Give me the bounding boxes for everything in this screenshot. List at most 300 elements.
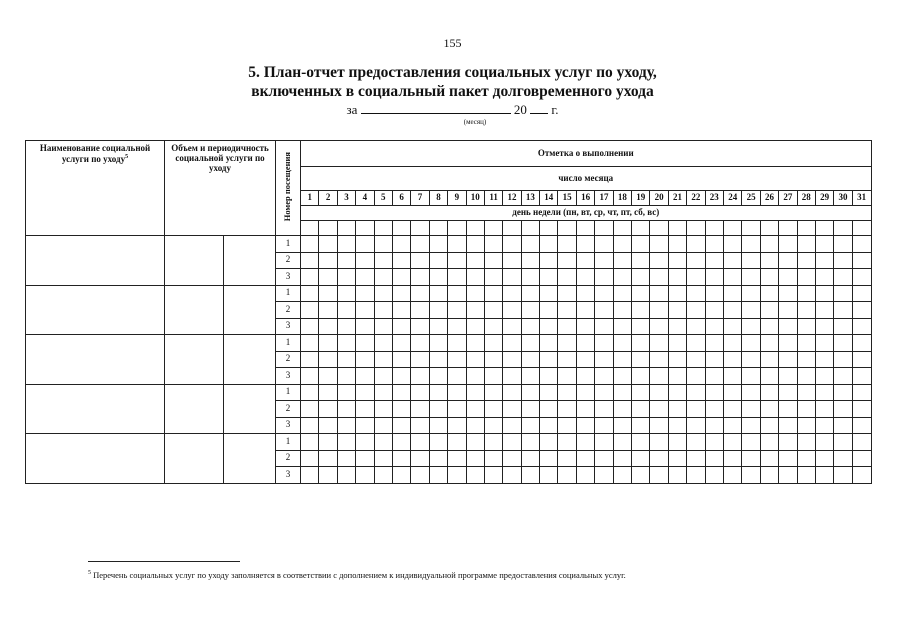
mark-cell[interactable] <box>576 467 594 484</box>
mark-cell[interactable] <box>852 384 871 401</box>
mark-cell[interactable] <box>392 318 410 335</box>
mark-cell[interactable] <box>797 252 815 269</box>
service-name-cell[interactable] <box>26 434 165 484</box>
mark-cell[interactable] <box>521 335 539 352</box>
mark-cell[interactable] <box>356 384 374 401</box>
mark-cell[interactable] <box>595 467 613 484</box>
mark-cell[interactable] <box>705 450 723 467</box>
mark-cell[interactable] <box>374 351 392 368</box>
weekday-cell[interactable] <box>392 221 410 236</box>
mark-cell[interactable] <box>852 368 871 385</box>
mark-cell[interactable] <box>301 351 319 368</box>
mark-cell[interactable] <box>319 335 337 352</box>
mark-cell[interactable] <box>392 335 410 352</box>
mark-cell[interactable] <box>742 285 760 302</box>
mark-cell[interactable] <box>724 269 742 286</box>
mark-cell[interactable] <box>521 467 539 484</box>
mark-cell[interactable] <box>668 269 686 286</box>
mark-cell[interactable] <box>319 302 337 319</box>
mark-cell[interactable] <box>742 252 760 269</box>
mark-cell[interactable] <box>742 269 760 286</box>
weekday-cell[interactable] <box>797 221 815 236</box>
mark-cell[interactable] <box>815 269 833 286</box>
mark-cell[interactable] <box>392 417 410 434</box>
mark-cell[interactable] <box>760 467 778 484</box>
mark-cell[interactable] <box>411 434 429 451</box>
mark-cell[interactable] <box>797 269 815 286</box>
mark-cell[interactable] <box>392 269 410 286</box>
mark-cell[interactable] <box>411 368 429 385</box>
mark-cell[interactable] <box>429 351 447 368</box>
mark-cell[interactable] <box>319 269 337 286</box>
mark-cell[interactable] <box>484 302 502 319</box>
mark-cell[interactable] <box>705 236 723 253</box>
service-name-cell[interactable] <box>26 236 165 286</box>
mark-cell[interactable] <box>558 417 576 434</box>
weekday-cell[interactable] <box>742 221 760 236</box>
service-name-cell[interactable] <box>26 335 165 385</box>
mark-cell[interactable] <box>392 252 410 269</box>
mark-cell[interactable] <box>705 401 723 418</box>
volume-cell[interactable] <box>165 285 224 335</box>
mark-cell[interactable] <box>797 236 815 253</box>
mark-cell[interactable] <box>521 450 539 467</box>
mark-cell[interactable] <box>337 450 355 467</box>
mark-cell[interactable] <box>613 335 631 352</box>
mark-cell[interactable] <box>742 335 760 352</box>
mark-cell[interactable] <box>429 318 447 335</box>
mark-cell[interactable] <box>632 252 650 269</box>
mark-cell[interactable] <box>760 285 778 302</box>
mark-cell[interactable] <box>448 467 466 484</box>
mark-cell[interactable] <box>503 450 521 467</box>
weekday-cell[interactable] <box>521 221 539 236</box>
mark-cell[interactable] <box>650 252 668 269</box>
mark-cell[interactable] <box>834 384 852 401</box>
mark-cell[interactable] <box>668 285 686 302</box>
mark-cell[interactable] <box>724 351 742 368</box>
service-name-cell[interactable] <box>26 285 165 335</box>
mark-cell[interactable] <box>540 434 558 451</box>
mark-cell[interactable] <box>760 417 778 434</box>
mark-cell[interactable] <box>760 318 778 335</box>
mark-cell[interactable] <box>337 351 355 368</box>
mark-cell[interactable] <box>429 236 447 253</box>
weekday-cell[interactable] <box>319 221 337 236</box>
mark-cell[interactable] <box>632 368 650 385</box>
mark-cell[interactable] <box>356 236 374 253</box>
mark-cell[interactable] <box>411 450 429 467</box>
mark-cell[interactable] <box>815 417 833 434</box>
mark-cell[interactable] <box>632 302 650 319</box>
mark-cell[interactable] <box>650 434 668 451</box>
mark-cell[interactable] <box>521 417 539 434</box>
mark-cell[interactable] <box>429 335 447 352</box>
mark-cell[interactable] <box>613 351 631 368</box>
mark-cell[interactable] <box>815 467 833 484</box>
mark-cell[interactable] <box>595 351 613 368</box>
mark-cell[interactable] <box>613 384 631 401</box>
mark-cell[interactable] <box>374 302 392 319</box>
mark-cell[interactable] <box>374 269 392 286</box>
mark-cell[interactable] <box>595 450 613 467</box>
mark-cell[interactable] <box>632 285 650 302</box>
mark-cell[interactable] <box>705 252 723 269</box>
mark-cell[interactable] <box>852 302 871 319</box>
mark-cell[interactable] <box>374 434 392 451</box>
mark-cell[interactable] <box>576 401 594 418</box>
mark-cell[interactable] <box>411 302 429 319</box>
mark-cell[interactable] <box>687 351 705 368</box>
mark-cell[interactable] <box>815 384 833 401</box>
mark-cell[interactable] <box>705 269 723 286</box>
periodicity-cell[interactable] <box>224 236 276 286</box>
mark-cell[interactable] <box>521 285 539 302</box>
weekday-cell[interactable] <box>466 221 484 236</box>
mark-cell[interactable] <box>724 467 742 484</box>
mark-cell[interactable] <box>595 384 613 401</box>
mark-cell[interactable] <box>558 269 576 286</box>
mark-cell[interactable] <box>724 401 742 418</box>
mark-cell[interactable] <box>779 335 797 352</box>
mark-cell[interactable] <box>834 351 852 368</box>
mark-cell[interactable] <box>337 434 355 451</box>
periodicity-cell[interactable] <box>224 434 276 484</box>
mark-cell[interactable] <box>852 351 871 368</box>
mark-cell[interactable] <box>558 252 576 269</box>
mark-cell[interactable] <box>852 252 871 269</box>
mark-cell[interactable] <box>760 351 778 368</box>
mark-cell[interactable] <box>429 269 447 286</box>
mark-cell[interactable] <box>356 467 374 484</box>
mark-cell[interactable] <box>392 236 410 253</box>
mark-cell[interactable] <box>319 285 337 302</box>
weekday-cell[interactable] <box>356 221 374 236</box>
mark-cell[interactable] <box>650 467 668 484</box>
mark-cell[interactable] <box>576 318 594 335</box>
mark-cell[interactable] <box>668 302 686 319</box>
weekday-cell[interactable] <box>576 221 594 236</box>
mark-cell[interactable] <box>834 318 852 335</box>
mark-cell[interactable] <box>392 467 410 484</box>
mark-cell[interactable] <box>503 368 521 385</box>
mark-cell[interactable] <box>632 467 650 484</box>
mark-cell[interactable] <box>576 285 594 302</box>
service-name-cell[interactable] <box>26 384 165 434</box>
mark-cell[interactable] <box>503 302 521 319</box>
mark-cell[interactable] <box>374 368 392 385</box>
mark-cell[interactable] <box>650 236 668 253</box>
mark-cell[interactable] <box>301 384 319 401</box>
mark-cell[interactable] <box>687 417 705 434</box>
mark-cell[interactable] <box>521 401 539 418</box>
mark-cell[interactable] <box>411 467 429 484</box>
mark-cell[interactable] <box>540 236 558 253</box>
mark-cell[interactable] <box>687 467 705 484</box>
mark-cell[interactable] <box>356 318 374 335</box>
mark-cell[interactable] <box>834 302 852 319</box>
mark-cell[interactable] <box>448 269 466 286</box>
mark-cell[interactable] <box>613 417 631 434</box>
mark-cell[interactable] <box>466 368 484 385</box>
mark-cell[interactable] <box>613 252 631 269</box>
mark-cell[interactable] <box>521 269 539 286</box>
mark-cell[interactable] <box>852 401 871 418</box>
mark-cell[interactable] <box>484 368 502 385</box>
mark-cell[interactable] <box>356 252 374 269</box>
mark-cell[interactable] <box>632 351 650 368</box>
mark-cell[interactable] <box>724 285 742 302</box>
mark-cell[interactable] <box>466 335 484 352</box>
mark-cell[interactable] <box>797 335 815 352</box>
mark-cell[interactable] <box>595 401 613 418</box>
mark-cell[interactable] <box>687 269 705 286</box>
mark-cell[interactable] <box>834 269 852 286</box>
mark-cell[interactable] <box>540 252 558 269</box>
mark-cell[interactable] <box>301 368 319 385</box>
mark-cell[interactable] <box>466 351 484 368</box>
mark-cell[interactable] <box>668 351 686 368</box>
weekday-cell[interactable] <box>503 221 521 236</box>
mark-cell[interactable] <box>448 417 466 434</box>
mark-cell[interactable] <box>374 467 392 484</box>
mark-cell[interactable] <box>668 335 686 352</box>
weekday-cell[interactable] <box>540 221 558 236</box>
mark-cell[interactable] <box>540 467 558 484</box>
mark-cell[interactable] <box>466 417 484 434</box>
mark-cell[interactable] <box>521 236 539 253</box>
mark-cell[interactable] <box>429 401 447 418</box>
mark-cell[interactable] <box>301 335 319 352</box>
mark-cell[interactable] <box>632 236 650 253</box>
mark-cell[interactable] <box>319 467 337 484</box>
mark-cell[interactable] <box>687 302 705 319</box>
mark-cell[interactable] <box>503 252 521 269</box>
mark-cell[interactable] <box>484 236 502 253</box>
mark-cell[interactable] <box>852 450 871 467</box>
mark-cell[interactable] <box>466 252 484 269</box>
mark-cell[interactable] <box>650 368 668 385</box>
mark-cell[interactable] <box>595 236 613 253</box>
mark-cell[interactable] <box>503 467 521 484</box>
mark-cell[interactable] <box>668 252 686 269</box>
mark-cell[interactable] <box>779 302 797 319</box>
mark-cell[interactable] <box>815 368 833 385</box>
mark-cell[interactable] <box>797 351 815 368</box>
mark-cell[interactable] <box>411 401 429 418</box>
mark-cell[interactable] <box>374 417 392 434</box>
mark-cell[interactable] <box>705 335 723 352</box>
mark-cell[interactable] <box>484 285 502 302</box>
mark-cell[interactable] <box>705 384 723 401</box>
mark-cell[interactable] <box>650 269 668 286</box>
weekday-cell[interactable] <box>595 221 613 236</box>
mark-cell[interactable] <box>576 252 594 269</box>
mark-cell[interactable] <box>503 236 521 253</box>
mark-cell[interactable] <box>687 450 705 467</box>
mark-cell[interactable] <box>392 434 410 451</box>
mark-cell[interactable] <box>797 368 815 385</box>
volume-cell[interactable] <box>165 384 224 434</box>
mark-cell[interactable] <box>632 450 650 467</box>
mark-cell[interactable] <box>668 318 686 335</box>
mark-cell[interactable] <box>319 318 337 335</box>
mark-cell[interactable] <box>668 384 686 401</box>
mark-cell[interactable] <box>760 252 778 269</box>
mark-cell[interactable] <box>576 434 594 451</box>
mark-cell[interactable] <box>687 335 705 352</box>
mark-cell[interactable] <box>466 318 484 335</box>
mark-cell[interactable] <box>484 467 502 484</box>
mark-cell[interactable] <box>650 302 668 319</box>
mark-cell[interactable] <box>484 318 502 335</box>
periodicity-cell[interactable] <box>224 384 276 434</box>
mark-cell[interactable] <box>392 302 410 319</box>
mark-cell[interactable] <box>576 269 594 286</box>
mark-cell[interactable] <box>760 302 778 319</box>
mark-cell[interactable] <box>595 417 613 434</box>
mark-cell[interactable] <box>779 368 797 385</box>
mark-cell[interactable] <box>687 252 705 269</box>
mark-cell[interactable] <box>319 450 337 467</box>
mark-cell[interactable] <box>834 285 852 302</box>
mark-cell[interactable] <box>411 417 429 434</box>
mark-cell[interactable] <box>797 302 815 319</box>
mark-cell[interactable] <box>797 384 815 401</box>
mark-cell[interactable] <box>650 335 668 352</box>
mark-cell[interactable] <box>540 285 558 302</box>
mark-cell[interactable] <box>815 252 833 269</box>
mark-cell[interactable] <box>337 252 355 269</box>
mark-cell[interactable] <box>576 450 594 467</box>
mark-cell[interactable] <box>356 285 374 302</box>
weekday-cell[interactable] <box>301 221 319 236</box>
mark-cell[interactable] <box>705 417 723 434</box>
mark-cell[interactable] <box>540 269 558 286</box>
mark-cell[interactable] <box>301 236 319 253</box>
mark-cell[interactable] <box>613 434 631 451</box>
mark-cell[interactable] <box>503 318 521 335</box>
mark-cell[interactable] <box>301 450 319 467</box>
mark-cell[interactable] <box>815 351 833 368</box>
mark-cell[interactable] <box>429 417 447 434</box>
mark-cell[interactable] <box>558 450 576 467</box>
mark-cell[interactable] <box>374 384 392 401</box>
mark-cell[interactable] <box>797 401 815 418</box>
mark-cell[interactable] <box>650 450 668 467</box>
mark-cell[interactable] <box>797 467 815 484</box>
mark-cell[interactable] <box>466 467 484 484</box>
mark-cell[interactable] <box>742 401 760 418</box>
mark-cell[interactable] <box>466 450 484 467</box>
mark-cell[interactable] <box>724 318 742 335</box>
mark-cell[interactable] <box>815 434 833 451</box>
mark-cell[interactable] <box>668 434 686 451</box>
mark-cell[interactable] <box>448 434 466 451</box>
mark-cell[interactable] <box>742 434 760 451</box>
mark-cell[interactable] <box>595 318 613 335</box>
weekday-cell[interactable] <box>632 221 650 236</box>
mark-cell[interactable] <box>448 252 466 269</box>
weekday-cell[interactable] <box>558 221 576 236</box>
mark-cell[interactable] <box>521 252 539 269</box>
mark-cell[interactable] <box>742 417 760 434</box>
mark-cell[interactable] <box>448 236 466 253</box>
mark-cell[interactable] <box>466 401 484 418</box>
mark-cell[interactable] <box>466 384 484 401</box>
mark-cell[interactable] <box>521 368 539 385</box>
mark-cell[interactable] <box>540 450 558 467</box>
mark-cell[interactable] <box>797 285 815 302</box>
mark-cell[interactable] <box>834 368 852 385</box>
mark-cell[interactable] <box>760 368 778 385</box>
mark-cell[interactable] <box>724 384 742 401</box>
weekday-cell[interactable] <box>815 221 833 236</box>
mark-cell[interactable] <box>466 269 484 286</box>
mark-cell[interactable] <box>613 368 631 385</box>
weekday-cell[interactable] <box>650 221 668 236</box>
mark-cell[interactable] <box>503 335 521 352</box>
mark-cell[interactable] <box>834 252 852 269</box>
mark-cell[interactable] <box>760 335 778 352</box>
mark-cell[interactable] <box>852 269 871 286</box>
mark-cell[interactable] <box>595 269 613 286</box>
mark-cell[interactable] <box>337 368 355 385</box>
mark-cell[interactable] <box>742 302 760 319</box>
mark-cell[interactable] <box>466 302 484 319</box>
mark-cell[interactable] <box>411 384 429 401</box>
mark-cell[interactable] <box>484 434 502 451</box>
mark-cell[interactable] <box>429 467 447 484</box>
mark-cell[interactable] <box>815 318 833 335</box>
mark-cell[interactable] <box>668 450 686 467</box>
mark-cell[interactable] <box>540 335 558 352</box>
mark-cell[interactable] <box>374 450 392 467</box>
mark-cell[interactable] <box>540 368 558 385</box>
mark-cell[interactable] <box>834 401 852 418</box>
mark-cell[interactable] <box>576 384 594 401</box>
mark-cell[interactable] <box>834 434 852 451</box>
mark-cell[interactable] <box>429 368 447 385</box>
mark-cell[interactable] <box>484 417 502 434</box>
mark-cell[interactable] <box>668 401 686 418</box>
volume-cell[interactable] <box>165 236 224 286</box>
mark-cell[interactable] <box>595 252 613 269</box>
mark-cell[interactable] <box>521 302 539 319</box>
weekday-cell[interactable] <box>374 221 392 236</box>
mark-cell[interactable] <box>356 351 374 368</box>
mark-cell[interactable] <box>815 401 833 418</box>
mark-cell[interactable] <box>760 236 778 253</box>
mark-cell[interactable] <box>742 351 760 368</box>
mark-cell[interactable] <box>558 401 576 418</box>
volume-cell[interactable] <box>165 434 224 484</box>
mark-cell[interactable] <box>374 318 392 335</box>
mark-cell[interactable] <box>632 417 650 434</box>
mark-cell[interactable] <box>632 384 650 401</box>
mark-cell[interactable] <box>760 450 778 467</box>
mark-cell[interactable] <box>484 269 502 286</box>
mark-cell[interactable] <box>337 401 355 418</box>
mark-cell[interactable] <box>705 318 723 335</box>
mark-cell[interactable] <box>724 252 742 269</box>
mark-cell[interactable] <box>558 236 576 253</box>
mark-cell[interactable] <box>650 351 668 368</box>
mark-cell[interactable] <box>632 401 650 418</box>
mark-cell[interactable] <box>705 302 723 319</box>
mark-cell[interactable] <box>797 434 815 451</box>
mark-cell[interactable] <box>724 417 742 434</box>
